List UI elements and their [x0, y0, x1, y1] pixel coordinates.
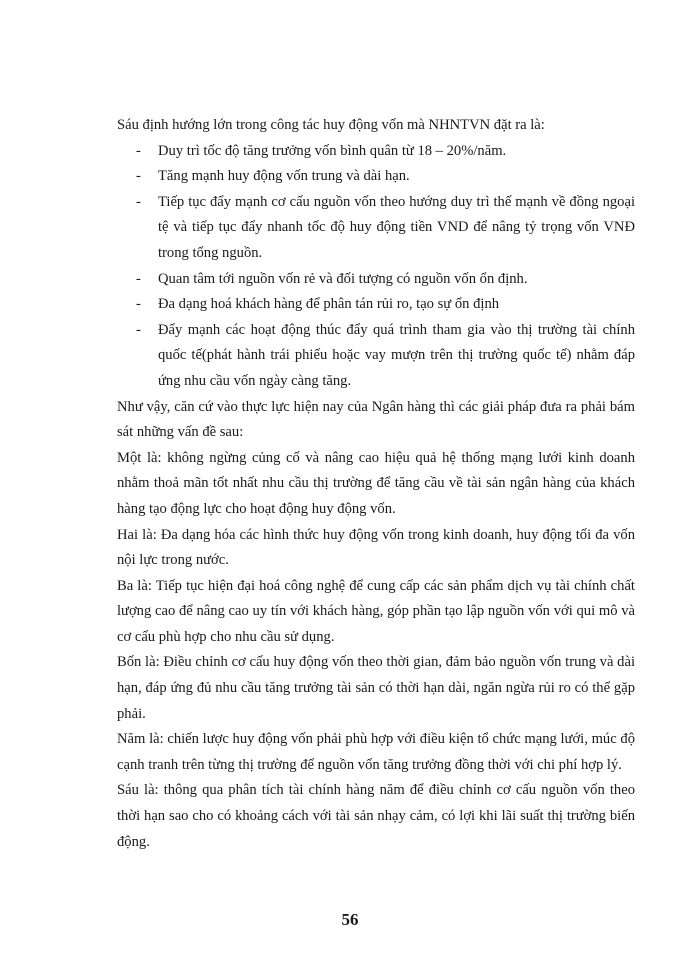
body-paragraph: Như vậy, căn cứ vào thực lực hiện nay của Ngân hàng thì các giải pháp đưa ra phải bám sát những vấn đề sau: — [117, 398, 635, 441]
bullet-text: Đa dạng hoá khách hàng để phân tán rủi ro, tạo sự ổn định — [158, 296, 500, 313]
bullet-text: Quan tâm tới nguồn vốn rẻ và đối tượng có nguồn vốn ổn định. — [158, 270, 528, 287]
intro-paragraph: Sáu định hướng lớn trong công tác huy động vốn mà NHNTVN đặt ra là: — [117, 117, 545, 133]
bullet-text: Duy trì tốc độ tăng trưởng vốn bình quân từ 18 – 20%/năm. — [158, 142, 507, 159]
bullet-dash: - — [136, 321, 141, 338]
bullet-item — [117, 292, 635, 318]
bullet-item — [117, 318, 635, 395]
body-paragraph: Ba là: Tiếp tục hiện đại hoá công nghệ để cung cấp các sản phẩm dịch vụ tài chính chất lượng cao để nâng cao uy tín với khách hàng, góp phần tạo lập nguồn vốn với qui mô và cơ cấu phù hợp cho nhu cầu sử dụng. — [117, 577, 635, 645]
bullet-dash: - — [136, 296, 141, 313]
bullet-dash: - — [136, 270, 141, 287]
bullet-item — [117, 190, 635, 267]
page-number: 56 — [341, 910, 359, 929]
bullet-item — [117, 139, 635, 165]
body-paragraph: Một là: không ngừng củng cố và nâng cao hiệu quả hệ thống mạng lưới kinh doanh nhằm thoả mãn tốt nhất nhu cầu thị trường để tăng cầu về tài sản ngân hàng của khách hàng tạo động lực cho hoạt động huy động vốn. — [117, 449, 635, 517]
bullet-text: Đẩy mạnh các hoạt động thúc đẩy quá trình tham gia vào thị trường tài chính quốc tế(phát hành trái phiếu hoặc vay mượn trên thị trường quốc tế) nhằm đáp ứng nhu cầu vốn ngày càng tăng. — [158, 321, 635, 389]
bullet-dash: - — [136, 168, 141, 185]
bullet-text: Tiếp tục đẩy mạnh cơ cấu nguồn vốn theo hướng duy trì thế mạnh về đồng ngoại tệ và tiếp tục đẩy nhanh tốc độ huy động tiền VND để nâng tỷ trọng vốn VNĐ trong tổng nguồn. — [158, 193, 635, 261]
bullet-dash: - — [136, 142, 141, 159]
bullet-item — [117, 267, 635, 293]
body-paragraph: Sáu là: thông qua phân tích tài chính hàng năm để điều chỉnh cơ cấu nguồn vốn theo thời hạn sao cho có khoảng cách với tài sản nhạy cảm, có lợi khi lãi suất thị trường biến động. — [117, 782, 635, 850]
bullet-dash: - — [136, 193, 141, 210]
page-content — [117, 113, 635, 855]
bullet-list — [117, 139, 635, 395]
bullet-text: Tăng mạnh huy động vốn trung và dài hạn. — [158, 168, 410, 185]
bullet-item — [117, 164, 635, 190]
body-paragraph: Hai là: Đa dạng hóa các hình thức huy động vốn trong kinh doanh, huy động tối đa vốn nội lực trong nước. — [117, 526, 635, 569]
body-paragraph: Năm là: chiến lược huy động vốn phải phù hợp với điều kiện tổ chức mạng lưới, múc độ cạnh tranh trên từng thị trường để nguồn vốn tăng trưởng đồng thời với chi phí hợp lý. — [117, 731, 635, 773]
body-paragraph: Bốn là: Điều chỉnh cơ cấu huy động vốn theo thời gian, đảm bảo nguồn vốn trung và dài hạn, đáp ứng đủ nhu cầu tăng trưởng tài sản có thời hạn dài, ngăn ngừa rủi ro có thể gặp phải. — [117, 654, 635, 722]
